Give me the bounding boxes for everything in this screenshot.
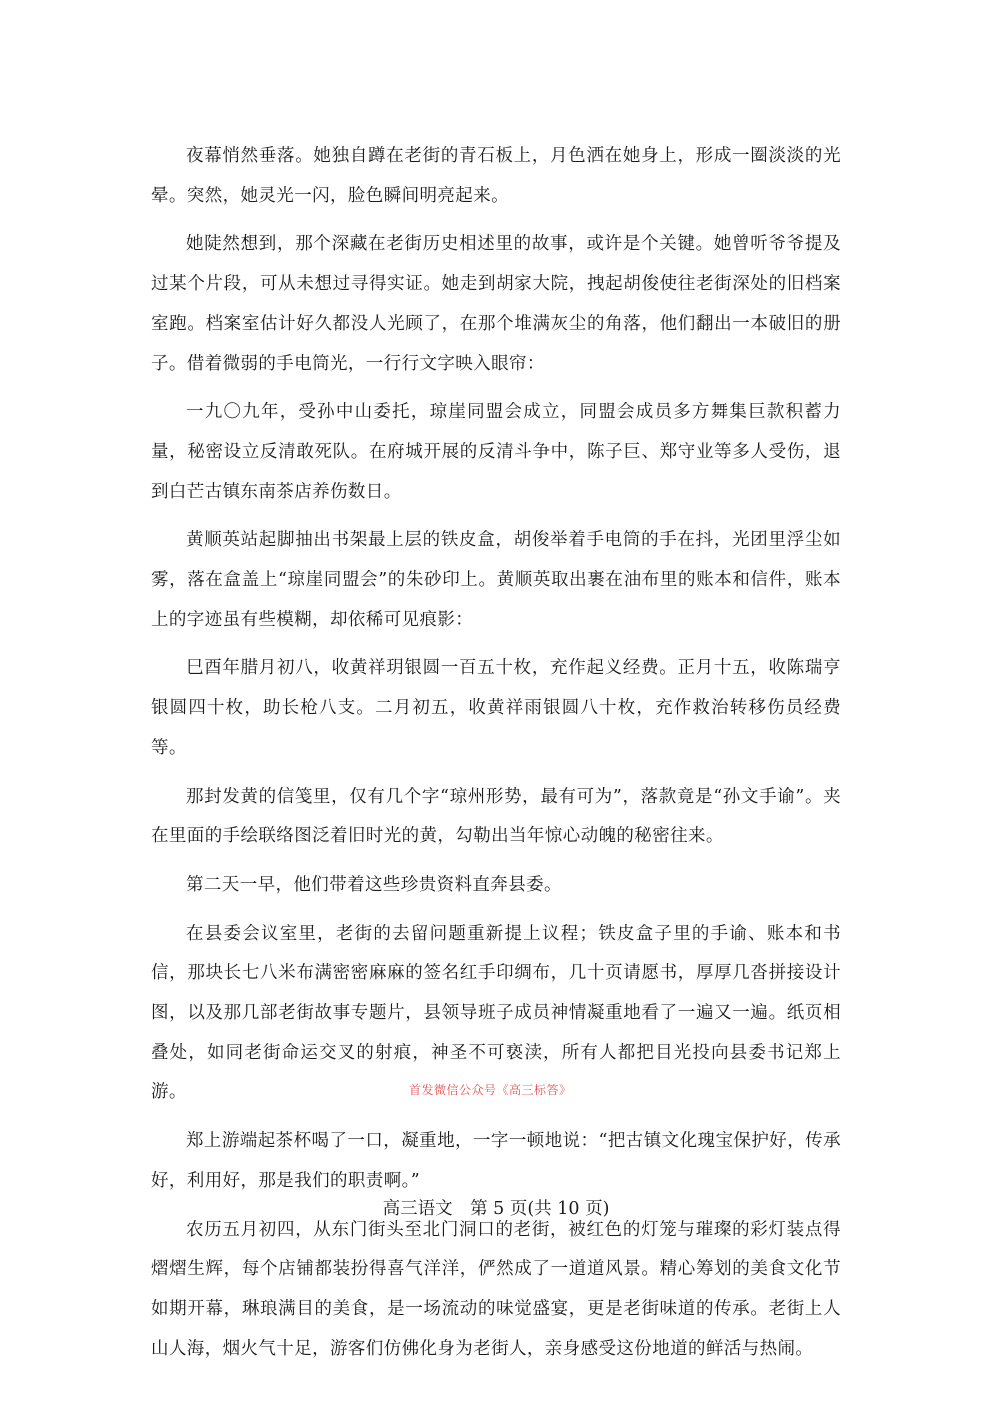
paragraph: 她陡然想到，那个深藏在老街历史相述里的故事，或许是个关键。她曾听爷爷提及过某个片段，可从未想过寻得实证。她走到胡家大院，拽起胡俊使往老街深处的旧档案室跑。档案室估计好久都没人光顾了，在那个堆满灰尘的角落，他们翻出一本破旧的册子。借着微弱的手电筒光，一行行文字映入眼帘： — [151, 234, 841, 374]
body-text — [151, 137, 841, 1378]
paragraph: 巳酉年腊月初八，收黄祥玥银圆一百五十枚，充作起义经费。正月十五，收陈瑞亨银圆四十枚，助长枪八支。二月初五，收黄祥雨银圆八十枚，充作救治转移伤员经费等。 — [151, 658, 841, 758]
paragraph: 郑上游端起茶杯喝了一口，凝重地，一字一顿地说：“把古镇文化瑰宝保护好，传承好，利用好，那是我们的职责啊。” — [151, 1131, 841, 1191]
paragraph: 黄顺英站起脚抽出书架最上层的铁皮盒，胡俊举着手电筒的手在抖，光团里浮尘如雾，落在盒盖上“琼崖同盟会”的朱砂印上。黄顺英取出裹在油布里的账本和信件，账本上的字迹虽有些模糊，却依稀可见痕影： — [151, 530, 841, 630]
paragraph: 第二天一早，他们带着这些珍贵资料直奔县委。 — [186, 874, 562, 895]
paragraph: 在县委会议室里，老街的去留问题重新提上议程；铁皮盒子里的手谕、账本和书信，那块长七八米布满密密麻麻的签名红手印绸布，几十页请愿书，厚厚几沓拼接设计图，以及那几部老街故事专题片，县领导班子成员神情凝重地看了一遍又一遍。纸页相叠处，如同老街命运交叉的射痕，神圣不可亵渎，所有人都把目光投向县委书记郑上游。 — [151, 923, 841, 1103]
paragraph: 那封发黄的信笺里，仅有几个字“琼州形势，最有可为”，落款竟是“孙文手谕”。夹在里面的手绘联络图泛着旧时光的黄，勾勒出当年惊心动魄的秘密往来。 — [151, 786, 841, 847]
page-footer: 高三语文 第 5 页(共 10 页) — [382, 1199, 610, 1219]
paragraph: 一九〇九年，受孙中山委托，琼崖同盟会成立，同盟会成员多方舞集巨款积蓄力量，秘密设立反清敢死队。在府城开展的反清斗争中，陈子巨、郑守业等多人受伤，退到白芒古镇东南茶店养伤数日。 — [151, 402, 841, 502]
paragraph: 农历五月初四，从东门街头至北门洞口的老街，被红色的灯笼与璀璨的彩灯装点得熠熠生辉，每个店铺都装扮得喜气洋洋，俨然成了一道道风景。精心筹划的美食文化节如期开幕，琳琅满目的美食，是一场流动的味觉盛宴，更是老街味道的传承。老街上人山人海，烟火气十足，游客们仿佛化身为老街人，亲身感受这份地道的鲜活与热闹。 — [151, 1219, 841, 1359]
paragraph: 夜幕悄然垂落。她独自蹲在老街的青石板上，月色洒在她身上，形成一圈淡淡的光晕。突然，她灵光一闪，脸色瞬间明亮起来。 — [151, 146, 841, 206]
watermark: 首发微信公众号《高三标答》 — [409, 1083, 572, 1097]
